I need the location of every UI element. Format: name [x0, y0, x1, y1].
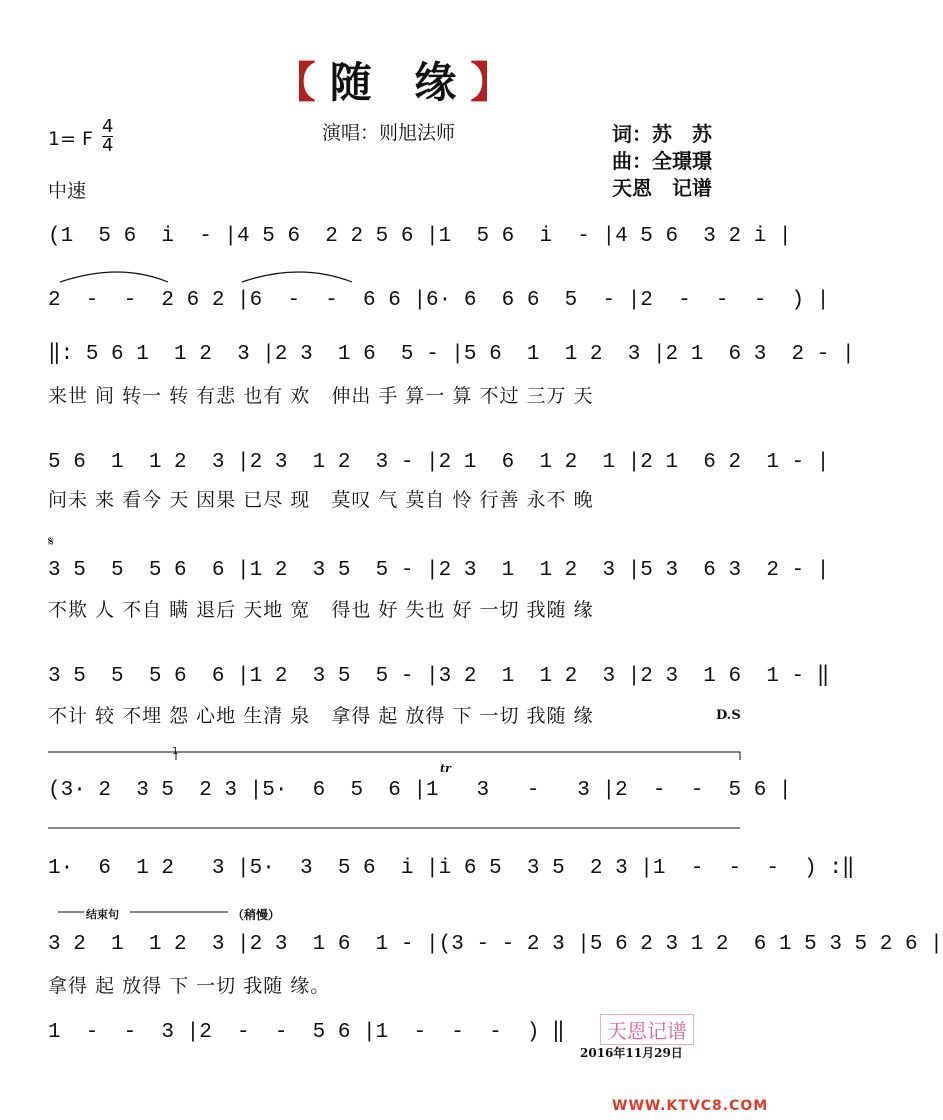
key-signature: 1= F — [48, 128, 93, 150]
time-signature-bottom: 4 — [102, 135, 114, 156]
slur-row2-b — [242, 272, 352, 282]
score-row-4-notes: 5 6 1 1 2 3 |2 3 1 2 3 - |2 1 6 1 2 1 |2 1 6 2 1 - | — [48, 451, 830, 474]
transcriber-credit: 天恩 记谱 — [612, 176, 712, 200]
lyricist-credit: 词：苏 苏 — [612, 122, 712, 146]
volta-bracket-2 — [176, 752, 740, 760]
slow-label: （稍慢） — [232, 908, 281, 922]
title-bracket-right: 】 — [470, 58, 527, 107]
score-row-3-notes: ‖: 5 6 1 1 2 3 |2 3 1 6 5 - |5 6 1 1 2 3 |2 1 6 3 2 - | — [48, 343, 855, 366]
title-text: 随 缘 — [329, 58, 471, 107]
score-row-6-notes: 3 5 5 5 6 6 |1 2 3 5 5 - |3 2 1 1 2 3 |2 3 1 6 1 - ‖ — [48, 665, 830, 688]
score-row-2-notes: 2 - - 2 6 2 |6 - - 6 6 |6· 6 6 6 5 - |2 - - - ) | — [48, 289, 830, 312]
slur-row2-a — [60, 272, 168, 282]
transcriber-seal: 天恩记谱 — [600, 1014, 694, 1045]
score-row-4-lyrics: 问未 来 看今 天 因果 已尽 现 莫叹 气 莫自 怜 行善 永不 晚 — [48, 489, 594, 511]
segno-sign: 𝄋 — [48, 534, 55, 550]
score-row-9-notes: 3 2 1 1 2 3 |2 3 1 6 1 - |(3 - - 2 3 |5 6 2 3 1 2 6 1 5 3 5 2 6 | — [48, 933, 943, 956]
website-watermark: WWW.KTVC8.COM — [612, 1098, 769, 1114]
score-row-5-notes: 3 5 5 5 6 6 |1 2 3 5 5 - |2 3 1 1 2 3 |5 3 6 3 2 - | — [48, 559, 830, 582]
score-row-7-notes: (3· 2 3 5 2 3 |5· 6 5 6 |1 3 - 3 |2 - - 5 6 | — [48, 779, 792, 802]
score-row-3-lyrics: 来世 间 转一 转 有悲 也有 欢 伸出 手 算一 算 不过 三万 天 — [48, 385, 594, 407]
score-row-9-lyrics: 拿得 起 放得 下 一切 我随 缘。 — [48, 975, 331, 997]
title-bracket-left: 【 — [273, 58, 330, 107]
composer-credit: 曲：全璟璟 — [612, 149, 712, 173]
singer-credit: 演唱：则旭法师 — [322, 122, 456, 144]
tempo-marking: 中速 — [48, 180, 87, 202]
score-row-5-lyrics: 不欺 人 不自 瞒 退后 天地 宽 得也 好 失也 好 一切 我随 缘 — [48, 599, 594, 621]
score-row-6-lyrics: 不计 较 不埋 怨 心地 生清 泉 拿得 起 放得 下 一切 我随 缘 — [48, 705, 594, 727]
time-signature-top: 4 — [102, 116, 114, 137]
trill-mark: tr — [440, 762, 451, 775]
transcription-date: 2016年11月29日 — [580, 1046, 683, 1060]
volta-1-number: 1 — [172, 746, 179, 757]
score-row-10-notes: 1 - - 3 |2 - - 5 6 |1 - - - ) ‖ — [48, 1021, 565, 1044]
dal-segno-mark: D.S — [716, 708, 741, 723]
ending-label: 结束句 — [86, 908, 119, 921]
score-row-1-notes: (1 5 6 i - |4 5 6 2 2 5 6 |1 5 6 i - |4 5 6 3 2 i | — [48, 225, 792, 248]
score-row-8-notes: 1· 6 1 2 3 |5· 3 5 6 i |i 6 5 3 5 2 3 |1 - - - ) :‖ — [48, 857, 855, 880]
volta-bracket-1 — [48, 752, 176, 760]
